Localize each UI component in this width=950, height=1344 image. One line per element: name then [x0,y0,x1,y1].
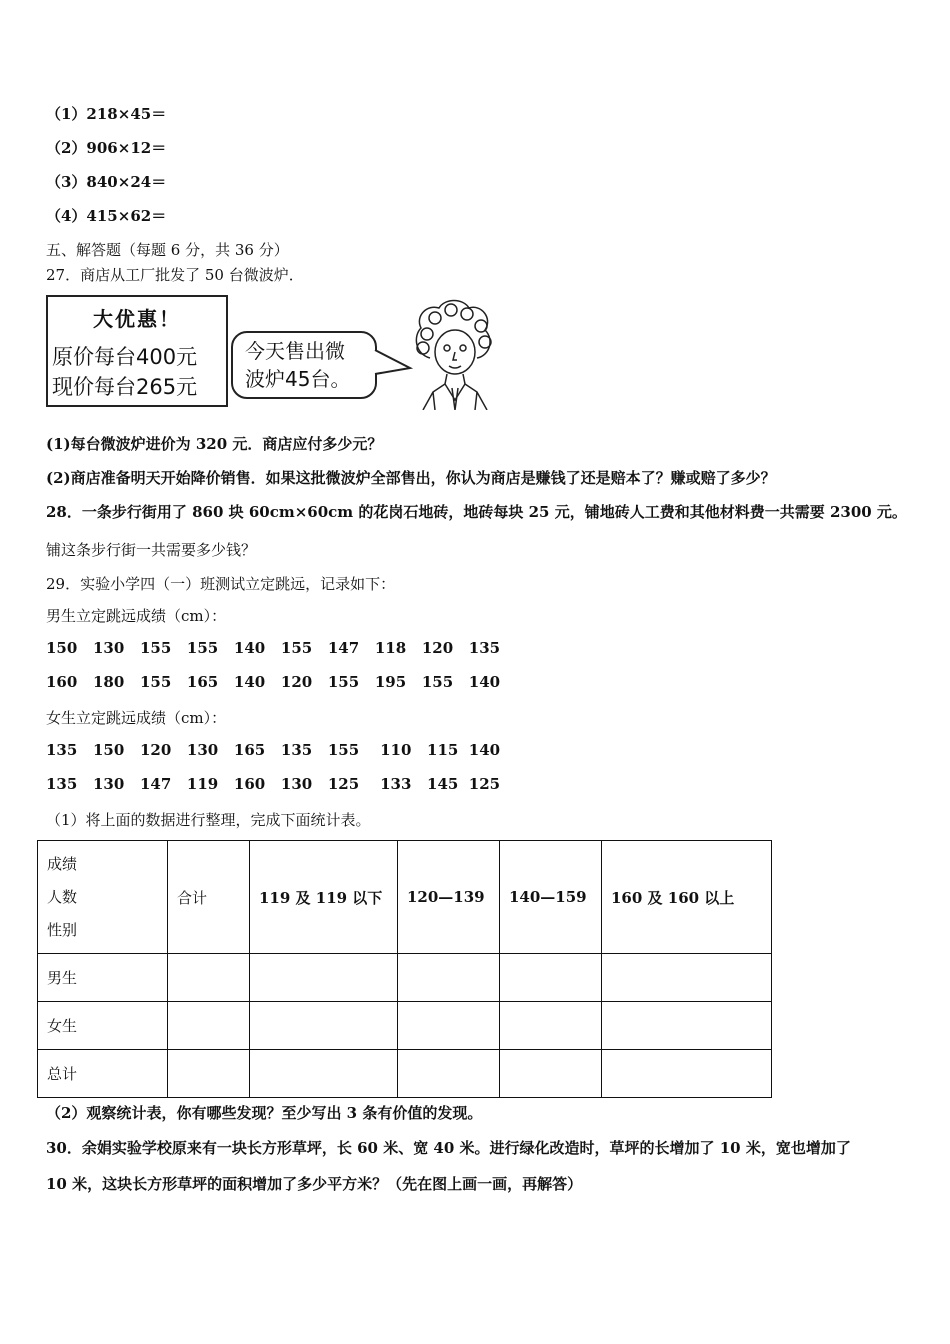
q29-sub2: （2）观察统计表，你有哪些发现？至少写出 3 条有价值的发现。 [46,1104,483,1122]
girls-label: 女生立定跳远成绩（cm）： [46,709,227,727]
table-cell[interactable] [398,954,500,1002]
table-cell[interactable] [250,1002,398,1050]
table-cell[interactable] [602,1002,772,1050]
table-cell[interactable] [168,954,250,1002]
table-cell[interactable] [168,1002,250,1050]
table-cell[interactable] [250,954,398,1002]
table-row [38,1002,772,1050]
q28-line2: 铺这条步行街一共需要多少钱？ [46,541,257,559]
calc-2: （2）906×12＝ [46,139,167,157]
q27-stem: 27．商店从工厂批发了 50 台微波炉． [46,266,304,284]
section-title: 五、解答题（每题 6 分，共 36 分） [46,241,289,259]
header-range-3: 140—159 [500,841,602,954]
boys-scores-row1: 150 130 155 155 140 155 147 118 120 135 [46,639,501,657]
q29-sub1: （1）将上面的数据进行整理，完成下面统计表。 [46,811,371,829]
q30-line2: 10 米，这块长方形草坪的面积增加了多少平方米？（先在图上画一画，再解答） [46,1175,583,1193]
poster-original-price: 原价每台400元 [52,345,198,369]
table-row [38,954,772,1002]
bubble-line-1: 今天售出微 [245,339,345,363]
row-label-girls: 女生 [38,1002,168,1050]
table-cell[interactable] [398,1050,500,1098]
corner-label-count: 人数 [47,887,78,906]
poster-title: 大优惠！ [93,307,181,331]
header-range-1: 119 及 119 以下 [250,841,398,954]
boys-scores-row2: 160 180 155 165 140 120 155 195 155 140 [46,673,501,691]
boys-label: 男生立定跳远成绩（cm）： [46,607,227,625]
statistics-table [37,840,772,1098]
table-cell[interactable] [168,1050,250,1098]
table-row [38,1050,772,1098]
girls-scores-row2: 135 130 147 119 160 130 125 133 145 125 [46,775,501,793]
corner-label-gender: 性别 [47,920,78,939]
row-label-boys: 男生 [38,954,168,1002]
table-cell[interactable] [250,1050,398,1098]
calc-4: （4）415×62＝ [46,207,167,225]
q30-line1: 30．余娟实验学校原来有一块长方形草坪，长 60 米、宽 40 米。进行绿化改造时，草坪的长增加了 10 米，宽也增加了 [46,1139,851,1157]
q28-line1: 28．一条步行街用了 860 块 60cm×60cm 的花岗石地砖，地砖每块 25 元，铺地砖人工费和其他材料费一共需要 2300 元。 [46,503,907,521]
table-cell[interactable] [500,1050,602,1098]
girls-scores-row1: 135 150 120 130 165 135 155 110 115 140 [46,741,501,759]
q27-sub2: (2)商店准备明天开始降价销售．如果这批微波炉全部售出，你认为商店是赚钱了还是赔本了？赚或赔了多少？ [46,469,776,487]
corner-label-score: 成绩 [47,854,78,873]
header-range-4: 160 及 160 以上 [602,841,772,954]
calc-3: （3）840×24＝ [46,173,167,191]
table-cell[interactable] [500,954,602,1002]
table-cell[interactable] [602,1050,772,1098]
speech-bubble [231,331,377,399]
calc-1: （1）218×45＝ [46,105,167,123]
q29-stem: 29．实验小学四（一）班测试立定跳远，记录如下： [46,575,396,593]
header-total: 合计 [168,841,250,954]
table-cell[interactable] [398,1002,500,1050]
table-corner-cell [38,841,168,954]
header-range-2: 120—139 [398,841,500,954]
row-label-total: 总计 [38,1050,168,1098]
poster-current-price: 现价每台265元 [52,375,198,399]
q27-sub1: (1)每台微波炉进价为 320 元．商店应付多少元？ [46,435,383,453]
bubble-line-2: 波炉45台。 [245,367,351,391]
table-cell[interactable] [602,954,772,1002]
sale-poster [46,295,228,407]
shopkeeper-person-icon [405,296,501,410]
table-cell[interactable] [500,1002,602,1050]
